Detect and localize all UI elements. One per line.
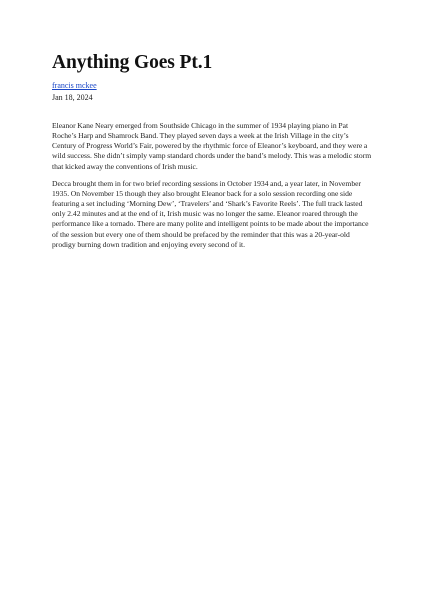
- publish-date: Jan 18, 2024: [52, 93, 93, 102]
- article-title: Anything Goes Pt.1: [52, 52, 213, 73]
- article-paragraph-2: Decca brought them in for two brief recording sessions in October 1934 and, a year later, in November 1935. On November 15 though they also brought Eleanor back for a solo session recording one side featuring a set including ‘Morning Dew’, ‘Travelers’ and ‘Shark’s Favorite Reels’. The full track lasted only 2.42 minutes and at the end of it, Irish music was no longer the same. Eleanor roared through the performance like a tornado. There are many polite and intelligent points to be made about the importance of the session but every one of them should be prefaced by the reminder that this was a 20-year-old prodigy burning down tradition and enjoying every second of it.: [52, 178, 369, 249]
- article: [52, 51, 374, 250]
- author-link[interactable]: francis mckee: [52, 81, 97, 90]
- article-paragraph-1: Eleanor Kane Neary emerged from Southside Chicago in the summer of 1934 playing piano in Pat Roche’s Harp and Shamrock Band. They played seven days a week at the Irish Village in the city’s Century of Progress World’s Fair, powered by the rhythmic force of Eleanor’s keyboard, and they were a wild success. She didn’t simply vamp standard chords under the band’s melody. This was a melodic storm that kicked away the conventions of Irish music.: [52, 121, 372, 171]
